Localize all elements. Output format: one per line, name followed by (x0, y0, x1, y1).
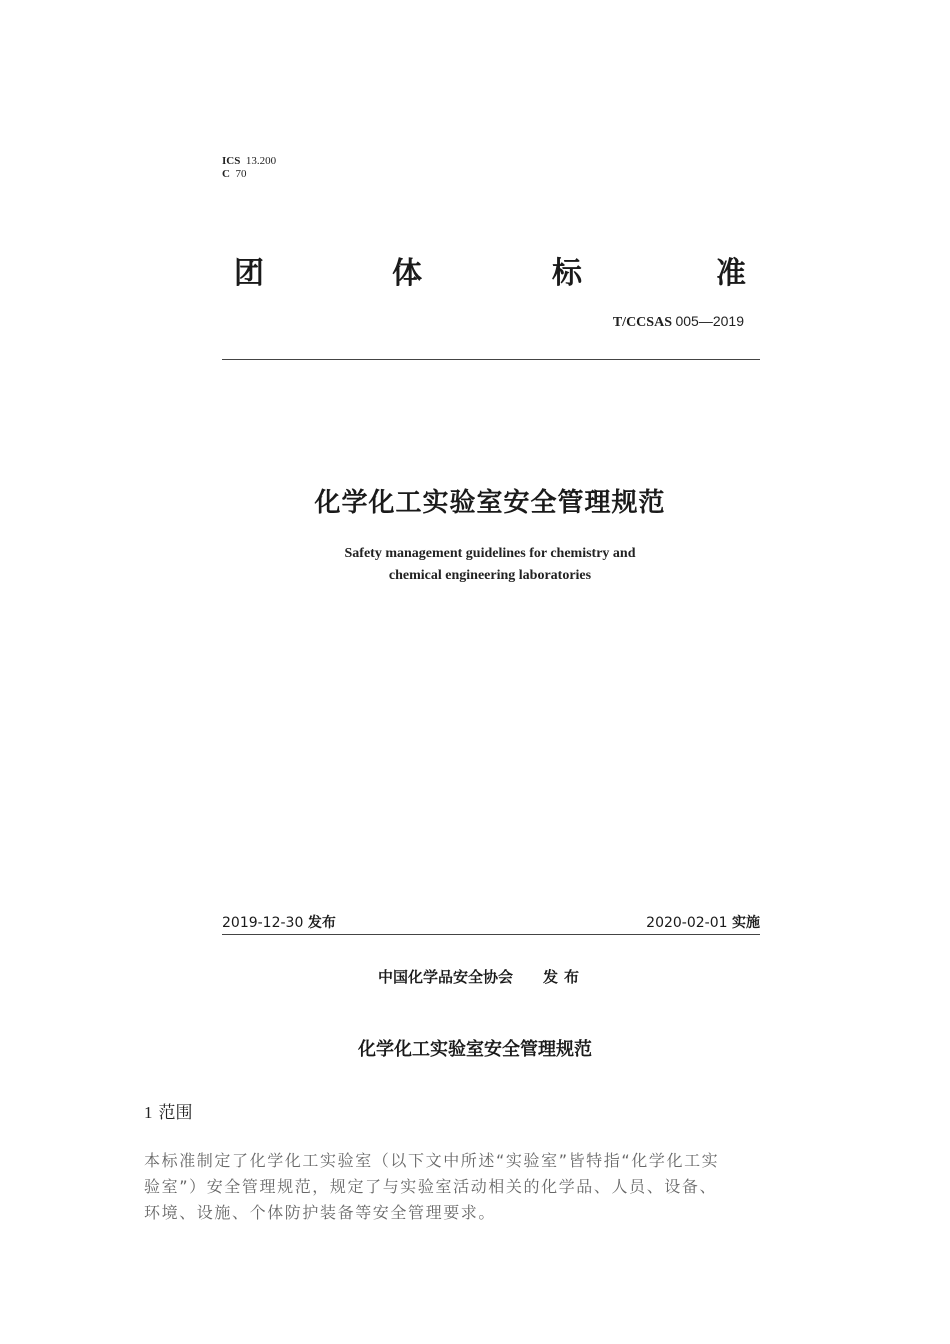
english-title-line: Safety management guidelines for chemistry and (344, 546, 636, 561)
scope-paragraph (144, 1148, 804, 1226)
standard-type-heading (222, 248, 760, 292)
classification-codes (222, 155, 276, 181)
ics-code (222, 155, 276, 168)
implement-label: 实施 (732, 915, 760, 931)
standard-type-char: 团 (234, 256, 264, 291)
footer-divider (222, 934, 760, 935)
section-title: 范围 (158, 1103, 193, 1123)
paragraph-line: 本标准制定了化学化工实验室（以下文中所述“实验室”皆特指“化学化工实 (144, 1151, 720, 1170)
document-title: 化学化工实验室安全管理规范 (314, 488, 666, 518)
publisher-name: 中国化学品安全协会 (378, 968, 514, 986)
standard-code-prefix: T/CCSAS (612, 315, 672, 330)
section-heading (144, 1098, 193, 1123)
english-title (0, 543, 950, 587)
publish-label: 发布 (307, 915, 336, 931)
standard-code (613, 313, 744, 331)
paragraph-line: 环境、设施、个体防护装备等安全管理要求。 (144, 1203, 497, 1222)
ccs-label: C (222, 168, 230, 180)
standard-type-char: 标 (552, 256, 582, 291)
standard-code-number: 005—2019 (675, 313, 744, 329)
ccs-value: 70 (235, 168, 247, 180)
publish-date: 2019-12-30 (222, 915, 304, 931)
publisher-label: 发布 (543, 968, 586, 986)
header-divider (222, 359, 760, 360)
paragraph-line: 验室”）安全管理规范，规定了与实验室活动相关的化学品、人员、设备、 (144, 1177, 718, 1196)
section-number: 1 (144, 1103, 153, 1122)
ics-label: ICS (222, 155, 241, 167)
implement-date: 2020-02-01 (646, 915, 728, 931)
standard-type-char: 准 (716, 256, 746, 291)
publish-date-block (222, 912, 336, 932)
standard-type-char: 体 (392, 256, 422, 291)
ics-value: 13.200 (245, 155, 277, 167)
content-title: 化学化工实验室安全管理规范 (358, 1039, 592, 1060)
english-title-line: chemical engineering laboratories (388, 568, 592, 583)
implement-date-block (646, 912, 760, 932)
publisher-line (378, 966, 585, 987)
ccs-code (222, 168, 276, 181)
